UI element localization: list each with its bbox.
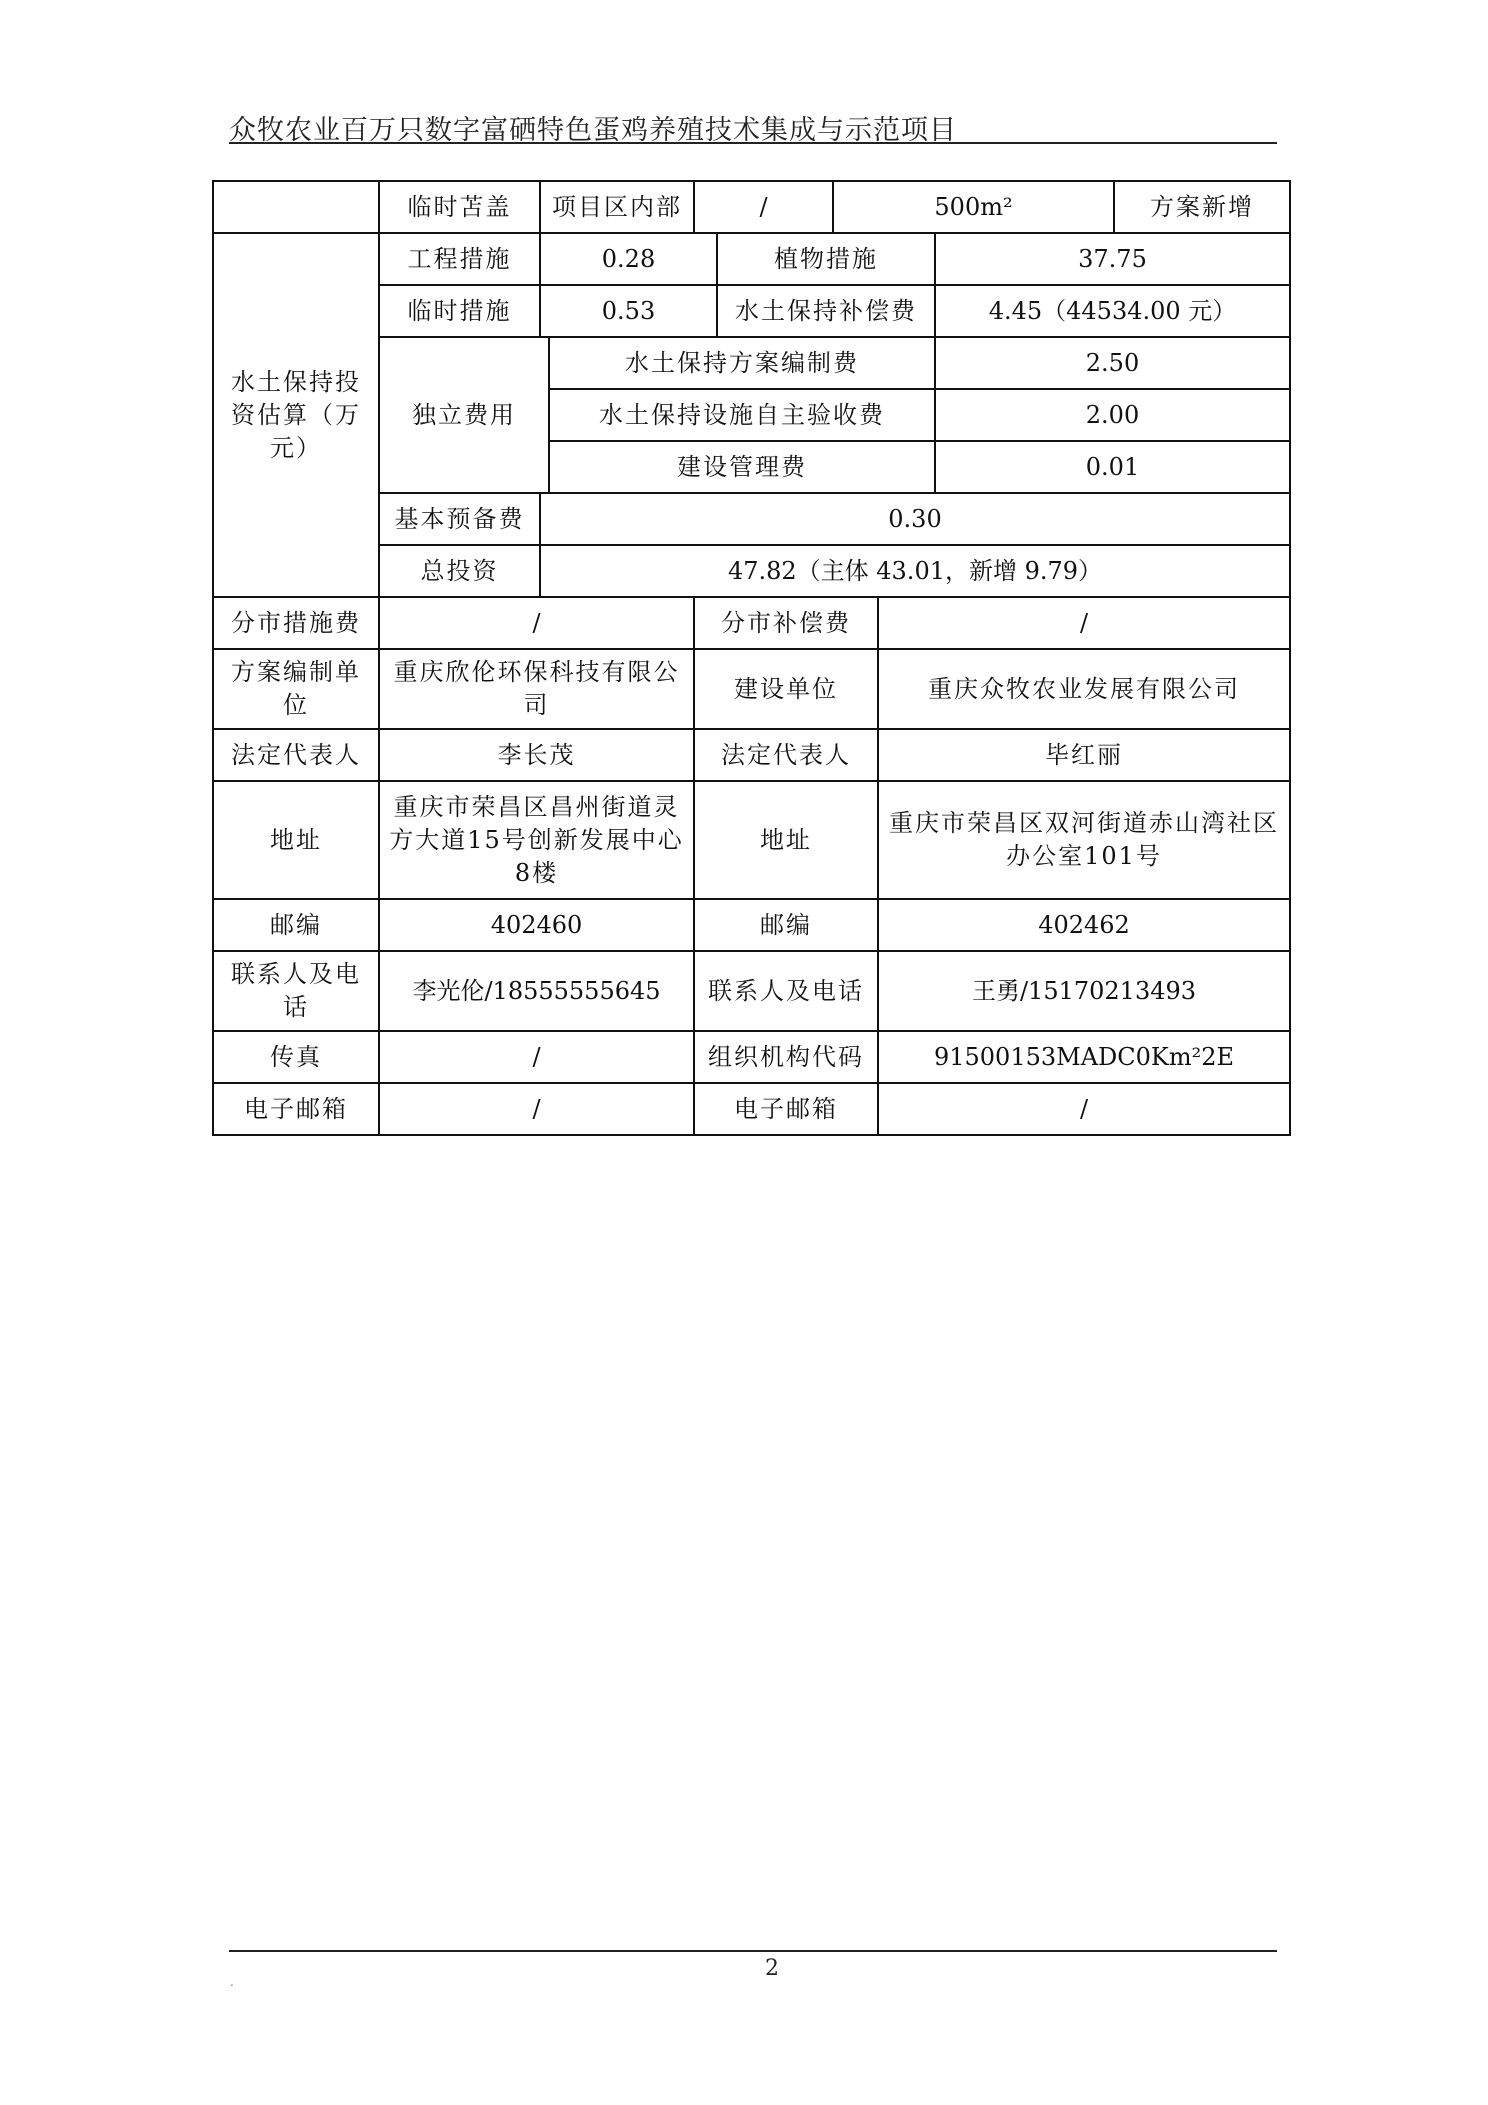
table-cell: 47.82（主体 43.01，新增 9.79） <box>540 545 1290 597</box>
table-cell: 91500153MADC0Km²2E <box>878 1031 1290 1083</box>
header-rule <box>229 142 1277 144</box>
table-cell: 500m² <box>833 181 1114 233</box>
table-cell: 毕红丽 <box>878 729 1290 781</box>
table-row <box>213 597 1290 649</box>
table-cell: 传真 <box>213 1031 379 1083</box>
table-cell: 2.50 <box>935 337 1290 389</box>
table-cell: 植物措施 <box>717 233 935 285</box>
table-cell: 重庆众牧农业发展有限公司 <box>878 649 1290 729</box>
table-cell: 邮编 <box>694 899 878 951</box>
table-cell: 402460 <box>379 899 694 951</box>
table-cell: 水土保持补偿费 <box>717 285 935 337</box>
table-row <box>213 729 1290 781</box>
page-number: 2 <box>765 1956 779 1981</box>
table-cell: 4.45（44534.00 元） <box>935 285 1290 337</box>
table-cell: 基本预备费 <box>379 493 540 545</box>
table-cell: 0.01 <box>935 441 1290 493</box>
table-cell: 组织机构代码 <box>694 1031 878 1083</box>
table-cell: 方案新增 <box>1114 181 1290 233</box>
table-row <box>213 233 1290 285</box>
table-cell: 独立费用 <box>379 337 549 493</box>
table-cell: 地址 <box>694 781 878 899</box>
table-cell: / <box>379 1031 694 1083</box>
table-cell: 2.00 <box>935 389 1290 441</box>
table-cell: 法定代表人 <box>213 729 379 781</box>
soil-water-conservation-table <box>212 180 1291 1136</box>
table-cell: / <box>878 1083 1290 1135</box>
table-row <box>213 781 1290 899</box>
table-cell: / <box>379 597 694 649</box>
table-cell: 0.53 <box>540 285 717 337</box>
table-cell: 分市措施费 <box>213 597 379 649</box>
table-row <box>213 951 1290 1031</box>
table-row <box>213 899 1290 951</box>
table-cell: 临时措施 <box>379 285 540 337</box>
table-cell: 37.75 <box>935 233 1290 285</box>
table-cell: / <box>878 597 1290 649</box>
table-cell: 0.28 <box>540 233 717 285</box>
table-cell: 李长茂 <box>379 729 694 781</box>
table-cell: 地址 <box>213 781 379 899</box>
table-cell: 0.30 <box>540 493 1290 545</box>
table-row <box>213 1031 1290 1083</box>
table-cell: 总投资 <box>379 545 540 597</box>
table-cell: 402462 <box>878 899 1290 951</box>
table-cell: 法定代表人 <box>694 729 878 781</box>
table-cell: 建设单位 <box>694 649 878 729</box>
table-cell: 李光伦/18555555645 <box>379 951 694 1031</box>
table-cell: / <box>694 181 833 233</box>
document-header-title: 众牧农业百万只数字富硒特色蛋鸡养殖技术集成与示范项目 <box>229 115 957 146</box>
table-row <box>213 1083 1290 1135</box>
table-row <box>213 181 1290 233</box>
table-cell: 联系人及电话 <box>694 951 878 1031</box>
table-cell: 重庆欣伦环保科技有限公司 <box>379 649 694 729</box>
table-cell: / <box>379 1083 694 1135</box>
footer-rule <box>229 1950 1277 1952</box>
table-cell: 邮编 <box>213 899 379 951</box>
table-cell: 重庆市荣昌区双河街道赤山湾社区办公室101号 <box>878 781 1290 899</box>
table-row <box>213 649 1290 729</box>
table-cell: 分市补偿费 <box>694 597 878 649</box>
table-cell: 建设管理费 <box>549 441 935 493</box>
footer-mark: . <box>230 1975 234 1989</box>
table-cell: 水土保持方案编制费 <box>549 337 935 389</box>
table-cell: 工程措施 <box>379 233 540 285</box>
table-cell: 临时苫盖 <box>379 181 540 233</box>
table-cell: 重庆市荣昌区昌州街道灵方大道15号创新发展中心8楼 <box>379 781 694 899</box>
table-cell: 方案编制单位 <box>213 649 379 729</box>
table-cell: 水土保持设施自主验收费 <box>549 389 935 441</box>
table-cell: 项目区内部 <box>540 181 694 233</box>
table-cell-empty <box>213 181 379 233</box>
table-cell: 电子邮箱 <box>694 1083 878 1135</box>
invest-section-label: 水土保持投资估算（万元） <box>213 233 379 597</box>
table-cell: 王勇/15170213493 <box>878 951 1290 1031</box>
table-cell: 联系人及电话 <box>213 951 379 1031</box>
table-cell: 电子邮箱 <box>213 1083 379 1135</box>
